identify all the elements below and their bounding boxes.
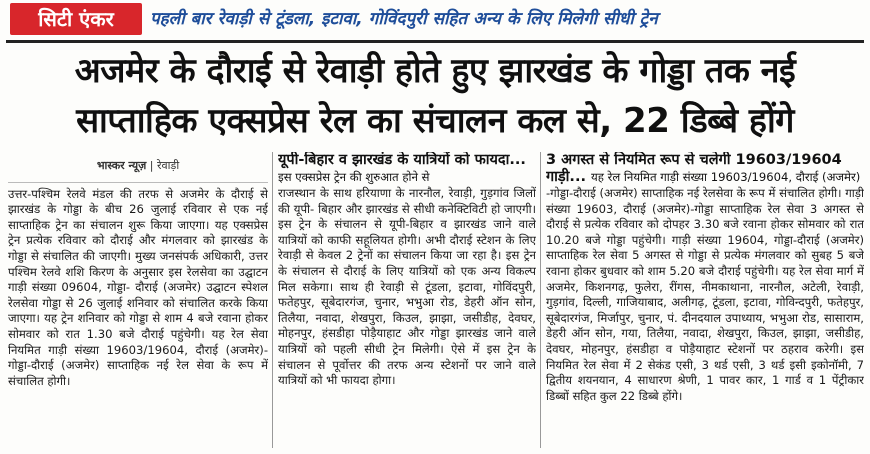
column-2-subhead: यूपी-बिहार व झारखंड के यात्रियों को फायदा... [278, 152, 526, 168]
article-column-2 [278, 152, 536, 448]
section-tag: सिटी एंकर [10, 3, 142, 35]
column-divider-1 [272, 152, 273, 448]
column-3-subhead-block [546, 152, 864, 186]
article-column-3 [546, 152, 864, 448]
column-1-body: उत्तर-पश्चिम रेलवे मंडल की तरफ से अजमेर के दौराई से झारखंड के गोड्डा के बीच 26 जुलाई रविवार से एक नई साप्ताहिक ट्रेन का संचालन शुरू किया जाएगा। यह एक्सप्रेस ट्रेन प्रत्येक रविवार को दौराई और मंगलवार को झारखंड के गोड्डा से संचालित की जाएगी। मुख्य जनसंपर्क अधिकारी, उत्तर पश्चिम रेलवे शशि किरण के अनुसार इस रेलसेवा का उद्घाटन गाड़ी संख्या 09604, गोड्डा- दौराई (अजमेर) उद्घाटन स्पेशल रेलसेवा गोड्डा से 26 जुलाई शनिवार को संचालित करके किया जाएगा। यह ट्रेन शनिवार को गोड्डा से शाम 4 बजे रवाना होकर सोमवार को रात 1.30 बजे दौराई पहुंचेगी। यह रेल सेवा नियमित गाड़ी संख्या 19603/19604, दौराई (अजमेर)-गोड्डा-दौराई (अजमेर) साप्ताहिक नई रेल सेवा के रूप में संचालित होगी। [8, 186, 268, 388]
column-2-body: राजस्थान के साथ हरियाणा के नारनौल, रेवाड़ी, गुड़गांव जिलों की यूपी- बिहार और झारखंड से सीधी कनेक्टिविटी हो जाएगी। इस ट्रेन के संचालन से यूपी-बिहार व झारखंड जाने वाले यात्रियों को काफी सहूलियत होगी। अभी दौराई स्टेशन के लिए रेवाड़ी से केवल 2 ट्रेनों का संचालन किया जा रहा है। इस ट्रेन के संचालन से दौराई के लिए यात्रियों को एक अन्य विकल्प मिल सकेगा। साथ ही रेवाड़ी से टूंडला, इटावा, गोविंदपुरी, फतेहपुर, सूबेदारगंज, चुनार, भभुआ रोड, डेहरी ऑन सोन, तिलैया, नवादा, शेखपुरा, किउल, झाझा, जसीडीह, देवघर, मोहनपुर, हंसडीहा पोड़ैयाहाट और गोड्डा झारखंड जाने वाले यात्रियों को पहली सीधी ट्रेन मिलेगी। ऐसे में इस ट्रेन के संचालन से पूर्वोत्तर की तरफ अन्य स्टेशनों पर जाने वाले यात्रियों को भी फायदा होगा। [278, 186, 536, 388]
headline-line-1: अजमेर के दौराई से रेवाड़ी होते हुए झारखंड के गोड्डा तक नई [74, 51, 796, 91]
column-2-lead: इस एक्सप्रेस ट्रेन की शुरुआत होने से [278, 170, 430, 184]
column-3-subhead: 3 अगस्त से नियमित रूप से चलेगी 19603/19604 गाड़ी... [546, 152, 842, 185]
byline-source: भास्कर न्यूज़ [96, 159, 147, 172]
byline-place: रेवाड़ी [156, 159, 180, 172]
column-2-subhead-block [278, 152, 536, 186]
column-3-body: -गोड्डा-दौराई (अजमेर) साप्ताहिक नई रेलसेवा के रूप में संचालित होगी। गाड़ी संख्या 19603, दौराई (अजमेर)-गोड्डा साप्ताहिक रेल सेवा 3 अगस्त से दौराई से प्रत्येक रविवार को दोपहर 3.30 बजे रवाना होकर सोमवार को रात 10.20 बजे गोड्डा पहुंचेगी। गाड़ी संख्या 19604, गोड्डा-दौराई (अजमेर) साप्ताहिक रेल सेवा 5 अगस्त से गोड्डा से प्रत्येक मंगलवार को सुबह 5 बजे रवाना होकर बुधवार को शाम 5.20 बजे दौराई पहुंचेगी। यह रेल सेवा मार्ग में अजमेर, किशनगढ़, फुलेरा, रींगस, नीमकाथाना, नारनौल, अटेली, रेवाड़ी, गुड़गांव, दिल्ली, गाजियाबाद, अलीगढ़, टूंडला, इटावा, गोविन्दपुरी, फतेहपुर, सूबेदारगंज, मिर्जापुर, चुनार, पं. दीनदयाल उपाध्याय, भभुआ रोड, सासाराम, डेहरी ऑन सोन, गया, तिलैया, नवादा, शेखपुरा, किउल, झाझा, जसीडीह, देवघर, मोहनपुर, हंसडीहा व पोड़ैयाहाट स्टेशनों पर ठहराव करेगी। इस नियमित रेल सेवा में 2 सेकंड एसी, 3 थर्ड एसी, 3 थर्ड इसी इकोनॉमी, 7 द्वितीय शयनयान, 4 साधारण श्रेणी, 1 पावर कार, 1 गार्ड व 1 पेंट्रीकार डिब्बों सहित कुल 22 डिब्बे होंगे। [546, 186, 864, 403]
top-bar [0, 0, 870, 38]
column-3-lead: यह रेल नियमित गाड़ी संख्या 19603/19604, दौराई (अजमेर) [591, 170, 861, 184]
kicker-line: पहली बार रेवाड़ी से टूंडला, इटावा, गोविंदपुरी सहित अन्य के लिए मिलेगी सीधी ट्रेन [150, 9, 658, 29]
byline: भास्कर न्यूज़ | रेवाड़ी [8, 152, 268, 183]
headline-line-2: साप्ताहिक एक्सप्रेस रेल का संचालन कल से, 22 डिब्बे होंगे [76, 101, 794, 141]
column-divider-2 [540, 152, 541, 448]
headline-rule [6, 40, 864, 43]
article-column-1 [8, 152, 268, 448]
headline [6, 46, 864, 150]
